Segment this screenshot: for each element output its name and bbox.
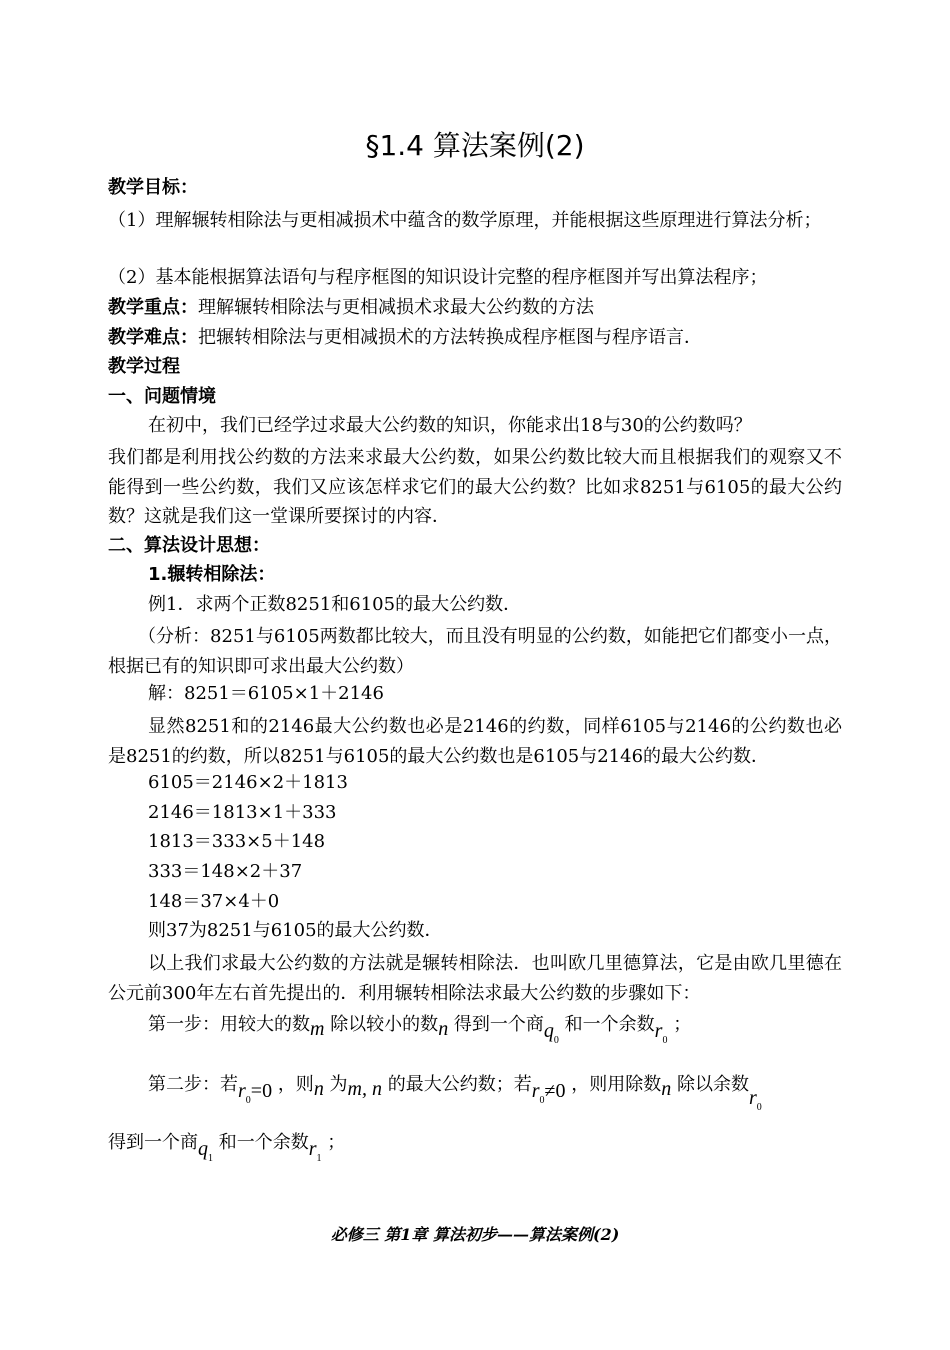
var-r0 xyxy=(654,1020,668,1046)
subscript-1: 1 xyxy=(208,1153,213,1164)
section2-subheading: 1.辗转相除法： xyxy=(148,564,276,585)
var-r: r xyxy=(748,1087,757,1109)
var-r: r xyxy=(654,1020,663,1042)
var-q: q xyxy=(198,1138,208,1160)
var-r0 xyxy=(238,1080,251,1106)
step-2-text-d: 的最大公约数；若 xyxy=(387,1074,532,1095)
equation-2: 2146＝1813×1＋333 xyxy=(148,802,337,823)
example-1: 例1．求两个正数8251和6105的最大公约数． xyxy=(148,594,522,615)
step-2-text-a: 第二步：若 xyxy=(148,1074,238,1095)
section2-heading: 二、算法设计思想： xyxy=(108,535,270,556)
step-2-text-e: ，则用除数 xyxy=(571,1074,662,1095)
var-r: r xyxy=(308,1138,317,1160)
step-2-text-f: 除以余数 xyxy=(676,1074,749,1095)
step-2 xyxy=(148,1072,762,1113)
step-1-text-c: 得到一个商 xyxy=(453,1014,544,1035)
var-mn: m, n xyxy=(347,1078,382,1100)
objectives-heading: 教学目标： xyxy=(108,177,198,198)
objective-item-1: （1）理解辗转相除法与更相减损术中蕴含的数学原理，并能根据这些原理进行算法分析； xyxy=(108,210,822,231)
var-q: q xyxy=(543,1020,554,1042)
step-2-continued xyxy=(108,1130,346,1164)
section1-heading: 一、问题情境 xyxy=(108,386,216,407)
step-1-text-e: ； xyxy=(673,1014,692,1035)
difficulty-label: 教学难点： xyxy=(108,327,198,348)
page-title: §1.4 算法案例(2) xyxy=(365,129,585,162)
conclusion: 则37为8251与6105的最大公约数． xyxy=(148,920,443,941)
step-1-text-b: 除以较小的数 xyxy=(330,1014,439,1035)
equation-4: 333＝148×2＋37 xyxy=(148,861,303,882)
equals-zero: =0 xyxy=(250,1080,273,1102)
step-2-text-c: 为 xyxy=(329,1074,348,1095)
step-2-text-g: 得到一个商 xyxy=(108,1132,198,1153)
subscript-0: 0 xyxy=(539,1095,545,1106)
var-n: n xyxy=(661,1078,672,1100)
method-description: 以上我们求最大公约数的方法就是辗转相除法．也叫欧几里德算法，它是由欧几里德在公元前300年左右首先提出的．利用辗转相除法求最大公约数的步骤如下： xyxy=(108,953,842,1004)
subscript-0: 0 xyxy=(662,1035,668,1046)
step-2-text-b: ，则 xyxy=(277,1074,314,1095)
var-r0 xyxy=(748,1087,762,1113)
var-r: r xyxy=(238,1080,246,1102)
step-1-text-d: 和一个余数 xyxy=(564,1014,655,1035)
step-2-text-h: 和一个余数 xyxy=(218,1132,309,1153)
key-point xyxy=(108,296,594,320)
var-n: n xyxy=(313,1078,324,1100)
explanation: 显然8251和的2146最大公约数也必是2146的约数，同样6105与2146的公约数也必是8251的约数，所以8251与6105的最大公约数也是6105与2146的最大公约数． xyxy=(108,716,842,767)
key-point-text: 理解辗转相除法与更相减损术求最大公约数的方法 xyxy=(198,297,594,318)
subscript-1: 1 xyxy=(316,1153,322,1164)
var-n: n xyxy=(438,1018,449,1040)
equation-3: 1813＝333×5＋148 xyxy=(148,831,326,852)
process-heading: 教学过程 xyxy=(108,356,180,377)
difficulty-text: 把辗转相除法与更相减损术的方法转换成程序框图与程序语言． xyxy=(198,327,702,348)
key-point-label: 教学重点： xyxy=(108,297,198,318)
var-r: r xyxy=(531,1080,540,1102)
section1-paragraph-2: 我们都是利用找公约数的方法来求最大公约数，如果公约数比较大而且根据我们的观察又不能得到一些公约数，我们又应该怎样求它们的最大公约数？比如求8251与6105的最大公约数？这就是我们这一堂课所要探讨的内容． xyxy=(108,447,842,527)
not-equal-zero: ≠0 xyxy=(544,1080,566,1102)
section1-paragraph-1: 在初中，我们已经学过求最大公约数的知识，你能求出18与30的公约数吗？ xyxy=(148,415,752,436)
objective-item-2: （2）基本能根据算法语句与程序框图的知识设计完整的程序框图并写出算法程序； xyxy=(108,267,768,288)
var-q1 xyxy=(198,1138,213,1164)
step-2-text-i: ； xyxy=(327,1132,346,1153)
page-footer: 必修三 第1章 算法初步——算法案例(2) xyxy=(330,1225,620,1244)
subscript-0: 0 xyxy=(756,1102,762,1113)
solution: 解：8251＝6105×1＋2146 xyxy=(148,683,384,704)
subscript-0: 0 xyxy=(245,1095,251,1106)
analysis: （分析：8251与6105两数都比较大，而且没有明显的公约数，如能把它们都变小一点，根据已有的知识即可求出最大公约数） xyxy=(108,626,842,677)
equation-1: 6105＝2146×2＋1813 xyxy=(148,772,348,793)
var-r1 xyxy=(308,1138,322,1164)
equation-5: 148＝37×4＋0 xyxy=(148,891,280,912)
subscript-0: 0 xyxy=(553,1035,559,1046)
difficulty xyxy=(108,326,702,350)
step-1-text-a: 第一步：用较大的数 xyxy=(148,1014,310,1035)
var-r0 xyxy=(531,1080,545,1106)
var-q0 xyxy=(543,1020,559,1046)
step-1 xyxy=(148,1012,692,1046)
var-m: m xyxy=(310,1018,325,1040)
